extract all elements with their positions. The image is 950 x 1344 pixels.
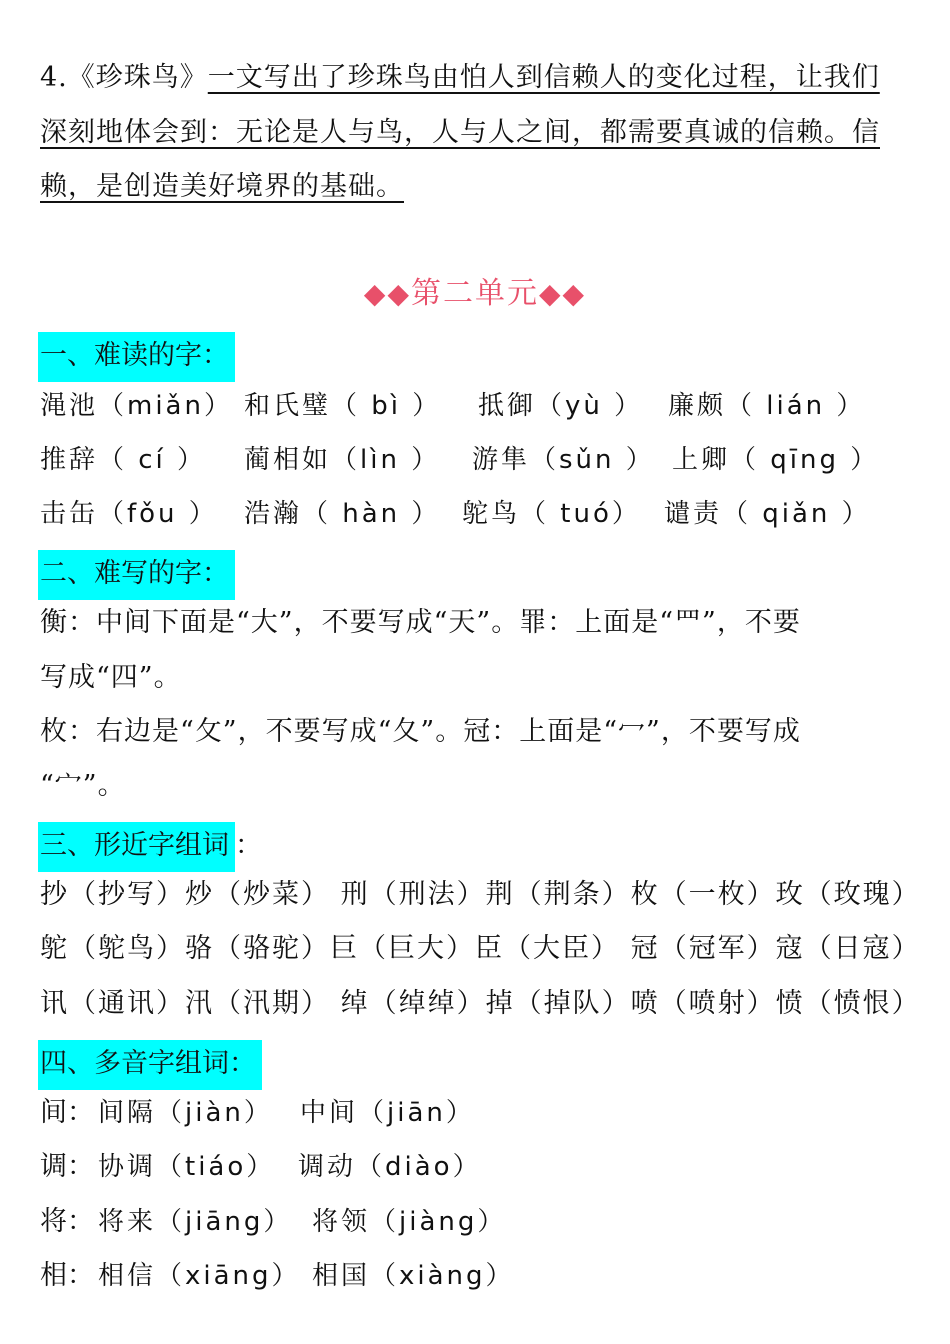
- s1-item: 蔺相如（lìn ）: [244, 445, 441, 475]
- s4-word-a: 相信（xiāng）: [98, 1261, 301, 1291]
- s1-item: 游隼（sǔn ）: [472, 445, 655, 475]
- s4-row: [40, 1149, 930, 1185]
- s1-item: 和氏璧（ bì ）: [244, 391, 442, 421]
- s1-item: 廉颇（ lián ）: [668, 391, 866, 421]
- s3-line: 讯（通讯）汛（汛期） 绰（绰绰）掉（掉队）喷（喷射）愤（愤恨）: [40, 988, 921, 1019]
- s4-word-a: 将来（jiāng）: [98, 1207, 293, 1237]
- s1-item: 上卿（ qīng ）: [672, 445, 880, 475]
- s2-line: 衡：中间下面是“大”，不要写成“天”。罪：上面是“罒”，不要: [40, 607, 801, 638]
- section4-heading-row: [40, 1040, 262, 1090]
- para4-line1-text: 一文写出了珍珠鸟由怕人到信赖人的变化过程，让我们: [207, 62, 880, 93]
- para4-title: 《珍珠鸟》: [67, 62, 208, 93]
- s1-item: 浩瀚（ hàn ）: [244, 499, 441, 529]
- section1-heading: 一、难读的字：: [38, 332, 235, 382]
- s4-word-b: 相国（xiàng）: [312, 1261, 515, 1291]
- s4-row: [40, 1258, 930, 1294]
- section4-heading: 四、多音字组词：: [38, 1040, 262, 1090]
- para4-line3-text: 赖，是创造美好境界的基础。: [40, 171, 404, 202]
- para4-line3: [40, 169, 925, 205]
- s4-word-b: 中间（jiān）: [300, 1098, 475, 1128]
- s3-line: 抄（抄写）炒（炒菜） 刑（刑法）荆（荆条）枚（一枚）玫（玫瑰）: [40, 879, 921, 910]
- s4-row: [40, 1095, 930, 1131]
- s1-row-2: [40, 442, 930, 478]
- s1-item: 渑池（miǎn）: [40, 391, 233, 421]
- diamond-icon-left: ◆◆: [363, 277, 411, 310]
- s2-line: 写成“四”。: [40, 662, 182, 693]
- s1-row-3: [40, 496, 930, 532]
- unit-title: [0, 276, 950, 312]
- s1-item: 谴责（ qiǎn ）: [664, 499, 871, 529]
- section3-heading: 三、形近字组词: [38, 822, 235, 872]
- s4-word-a: 间隔（jiàn）: [98, 1098, 273, 1128]
- diamond-icon-right: ◆◆: [539, 277, 587, 310]
- section3-heading-colon: ：: [235, 830, 262, 861]
- s1-item: 抵御（yù ）: [478, 391, 644, 421]
- section2-heading: 二、难写的字：: [38, 550, 235, 600]
- s4-char: 将：: [40, 1206, 94, 1237]
- section3-heading-row: [40, 822, 262, 872]
- s4-word-a: 协调（tiáo）: [98, 1152, 276, 1182]
- s4-char: 调：: [40, 1151, 94, 1182]
- para4-number: 4.: [40, 62, 68, 93]
- para4-line1: [40, 60, 925, 96]
- para4-line2: 深刻地体会到：无论是人与鸟，人与人之间，都需要真诚的信赖。信: [40, 117, 880, 148]
- s4-char: 间：: [40, 1097, 94, 1128]
- s1-item: 推辞（ cí ）: [40, 445, 207, 475]
- s4-word-b: 调动（diào）: [298, 1152, 482, 1182]
- s2-line: “宀”。: [40, 770, 126, 801]
- s4-word-b: 将领（jiàng）: [312, 1207, 507, 1237]
- s2-line: 枚：右边是“攵”，不要写成“夂”。冠：上面是“冖”，不要写成: [40, 716, 801, 747]
- s4-row: [40, 1204, 930, 1240]
- s1-item: 击缶（fǒu ）: [40, 499, 218, 529]
- s4-char: 相：: [40, 1260, 94, 1291]
- unit-title-text: 第二单元: [411, 276, 539, 311]
- s3-line: 鸵（鸵鸟）骆（骆驼）巨（巨大）臣（大臣） 冠（冠军）寇（日寇）: [40, 933, 921, 964]
- s1-item: 鸵鸟（ tuó）: [462, 499, 641, 529]
- section1-heading-row: [40, 332, 235, 382]
- section2-heading-row: [40, 550, 235, 600]
- s1-row-1: [40, 388, 930, 424]
